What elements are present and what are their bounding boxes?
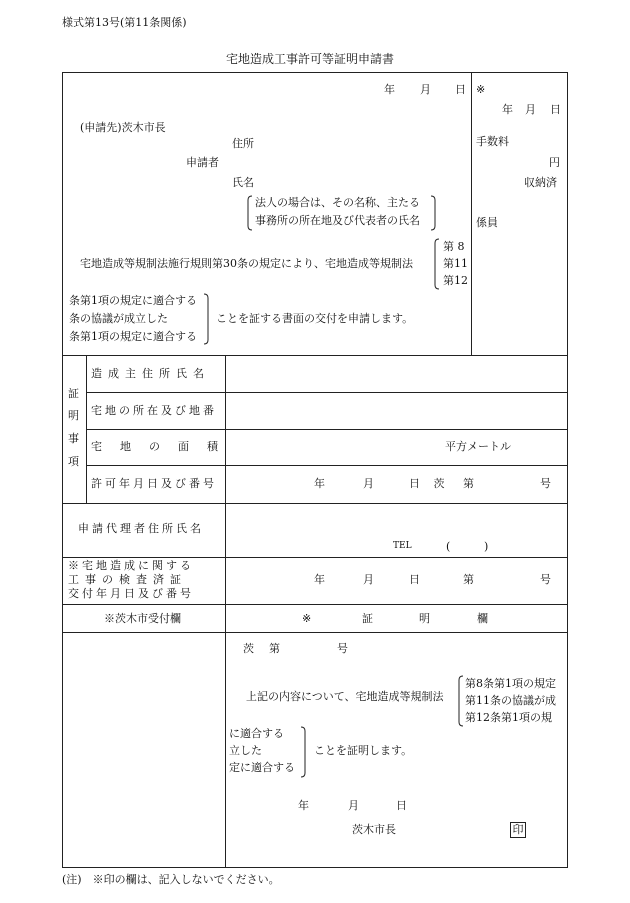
cert-year: 年 [298, 799, 309, 812]
inspection-month: 月 [363, 573, 374, 586]
yen-label: 円 [549, 156, 560, 169]
footer-note: (注) ※印の欄は、記入しないでください。 [62, 873, 280, 886]
office-mark: ※ [476, 83, 486, 96]
land-area-unit: 平方メートル [445, 440, 511, 453]
cert-section-char-3: 事 [68, 432, 79, 445]
mayor-label: 茨木市長 [352, 823, 396, 836]
cert-day: 日 [396, 799, 407, 812]
inspection-label-3: 交付年月日及び番号 [68, 587, 194, 600]
purpose-option-2: 条の協議が成立した [69, 312, 168, 325]
corp-note-line2: 事務所の所在地及び代表者の氏名 [255, 214, 420, 227]
proof-char-3: 欄 [477, 612, 488, 625]
cert-text: 上記の内容について、宅地造成等規制法 [246, 690, 444, 703]
cert-option-cont-1: に適合する [229, 727, 284, 740]
bracket-right-icon [202, 293, 210, 345]
inspection-number: 第 [463, 573, 474, 586]
applicant-label: 申請者 [186, 156, 219, 169]
permit-year: 年 [314, 477, 325, 490]
proof-char-1: 証 [362, 612, 373, 625]
office-year: 年 [502, 103, 513, 116]
regulation-text: 宅地造成等規制法施行規則第30条の規定により、宅地造成等規制法 [80, 257, 413, 270]
article-8: 第 8 [443, 240, 465, 253]
permit-month: 月 [363, 477, 374, 490]
agent-label: 申請代理者住所氏名 [78, 522, 204, 535]
proof-char-2: 明 [419, 612, 430, 625]
application-day: 日 [455, 83, 466, 96]
page-title: 宅地造成工事許可等証明申請書 [226, 52, 395, 66]
reception-label: ※茨木市受付欄 [104, 612, 181, 625]
cert-section-char-1: 証 [68, 387, 79, 400]
cert-option-cont-2: 立した [229, 744, 262, 757]
inspection-year: 年 [314, 573, 325, 586]
bracket-left-icon [246, 195, 254, 231]
seal-stamp-icon: 印 [510, 822, 526, 838]
cert-go: 号 [337, 642, 348, 655]
permit-day-ibaraki: 日 茨 [409, 477, 450, 490]
cert-option-2: 第11条の協議が成 [465, 694, 556, 707]
land-area-label: 宅地の面積 [91, 440, 236, 453]
paid-label: 収納済 [524, 176, 557, 189]
cert-option-3: 第12条第1項の規 [465, 711, 552, 724]
permit-date-label: 許可年月日及び番号 [91, 477, 217, 490]
bracket-left-icon [433, 238, 441, 290]
cert-number: 第 [269, 642, 280, 655]
cert-closing: ことを証明します。 [314, 744, 413, 757]
office-day: 日 [550, 103, 561, 116]
form-number: 様式第13号(第11条関係) [62, 16, 187, 29]
fee-label: 手数料 [476, 135, 509, 148]
inspection-go: 号 [540, 573, 551, 586]
cert-option-cont-3: 定に適合する [229, 761, 295, 774]
corp-note-line1: 法人の場合は、その名称、主たる [255, 196, 420, 209]
land-location-label: 宅地の所在及び地番 [91, 404, 217, 417]
tel-open: ( [446, 540, 451, 553]
cert-month: 月 [348, 799, 359, 812]
bracket-left-icon [457, 675, 465, 727]
cert-section-char-4: 項 [68, 455, 79, 468]
cert-ibaraki: 茨 [243, 642, 254, 655]
purpose-option-1: 条第1項の規定に適合する [69, 294, 197, 307]
permit-go: 号 [540, 477, 551, 490]
proof-mark: ※ [302, 612, 312, 625]
address-label: 住所 [232, 137, 254, 150]
article-11: 第11 [443, 257, 468, 270]
application-month: 月 [420, 83, 431, 96]
permit-number: 第 [463, 477, 474, 490]
cert-section-char-2: 明 [68, 409, 79, 422]
application-year: 年 [384, 83, 395, 96]
application-closing: ことを証する書面の交付を申請します。 [216, 312, 414, 325]
office-month: 月 [525, 103, 536, 116]
tel-close: ) [484, 540, 489, 553]
inspection-day: 日 [409, 573, 420, 586]
tel-label: TEL [393, 541, 412, 551]
inspection-label-1: ※宅地造成に関する [68, 559, 194, 572]
bracket-right-icon [429, 195, 437, 231]
developer-address-label: 造成主住所氏名 [91, 367, 210, 380]
bracket-right-icon [299, 726, 307, 778]
inspection-label-2: 工事の検査済証 [68, 573, 187, 586]
article-12: 第12 [443, 274, 468, 287]
addressee: (申請先)茨木市長 [80, 121, 166, 134]
clerk-label: 係員 [476, 216, 498, 229]
name-label: 氏名 [232, 176, 254, 189]
cert-option-1: 第8条第1項の規定 [465, 677, 556, 690]
purpose-option-3: 条第1項の規定に適合する [69, 330, 197, 343]
